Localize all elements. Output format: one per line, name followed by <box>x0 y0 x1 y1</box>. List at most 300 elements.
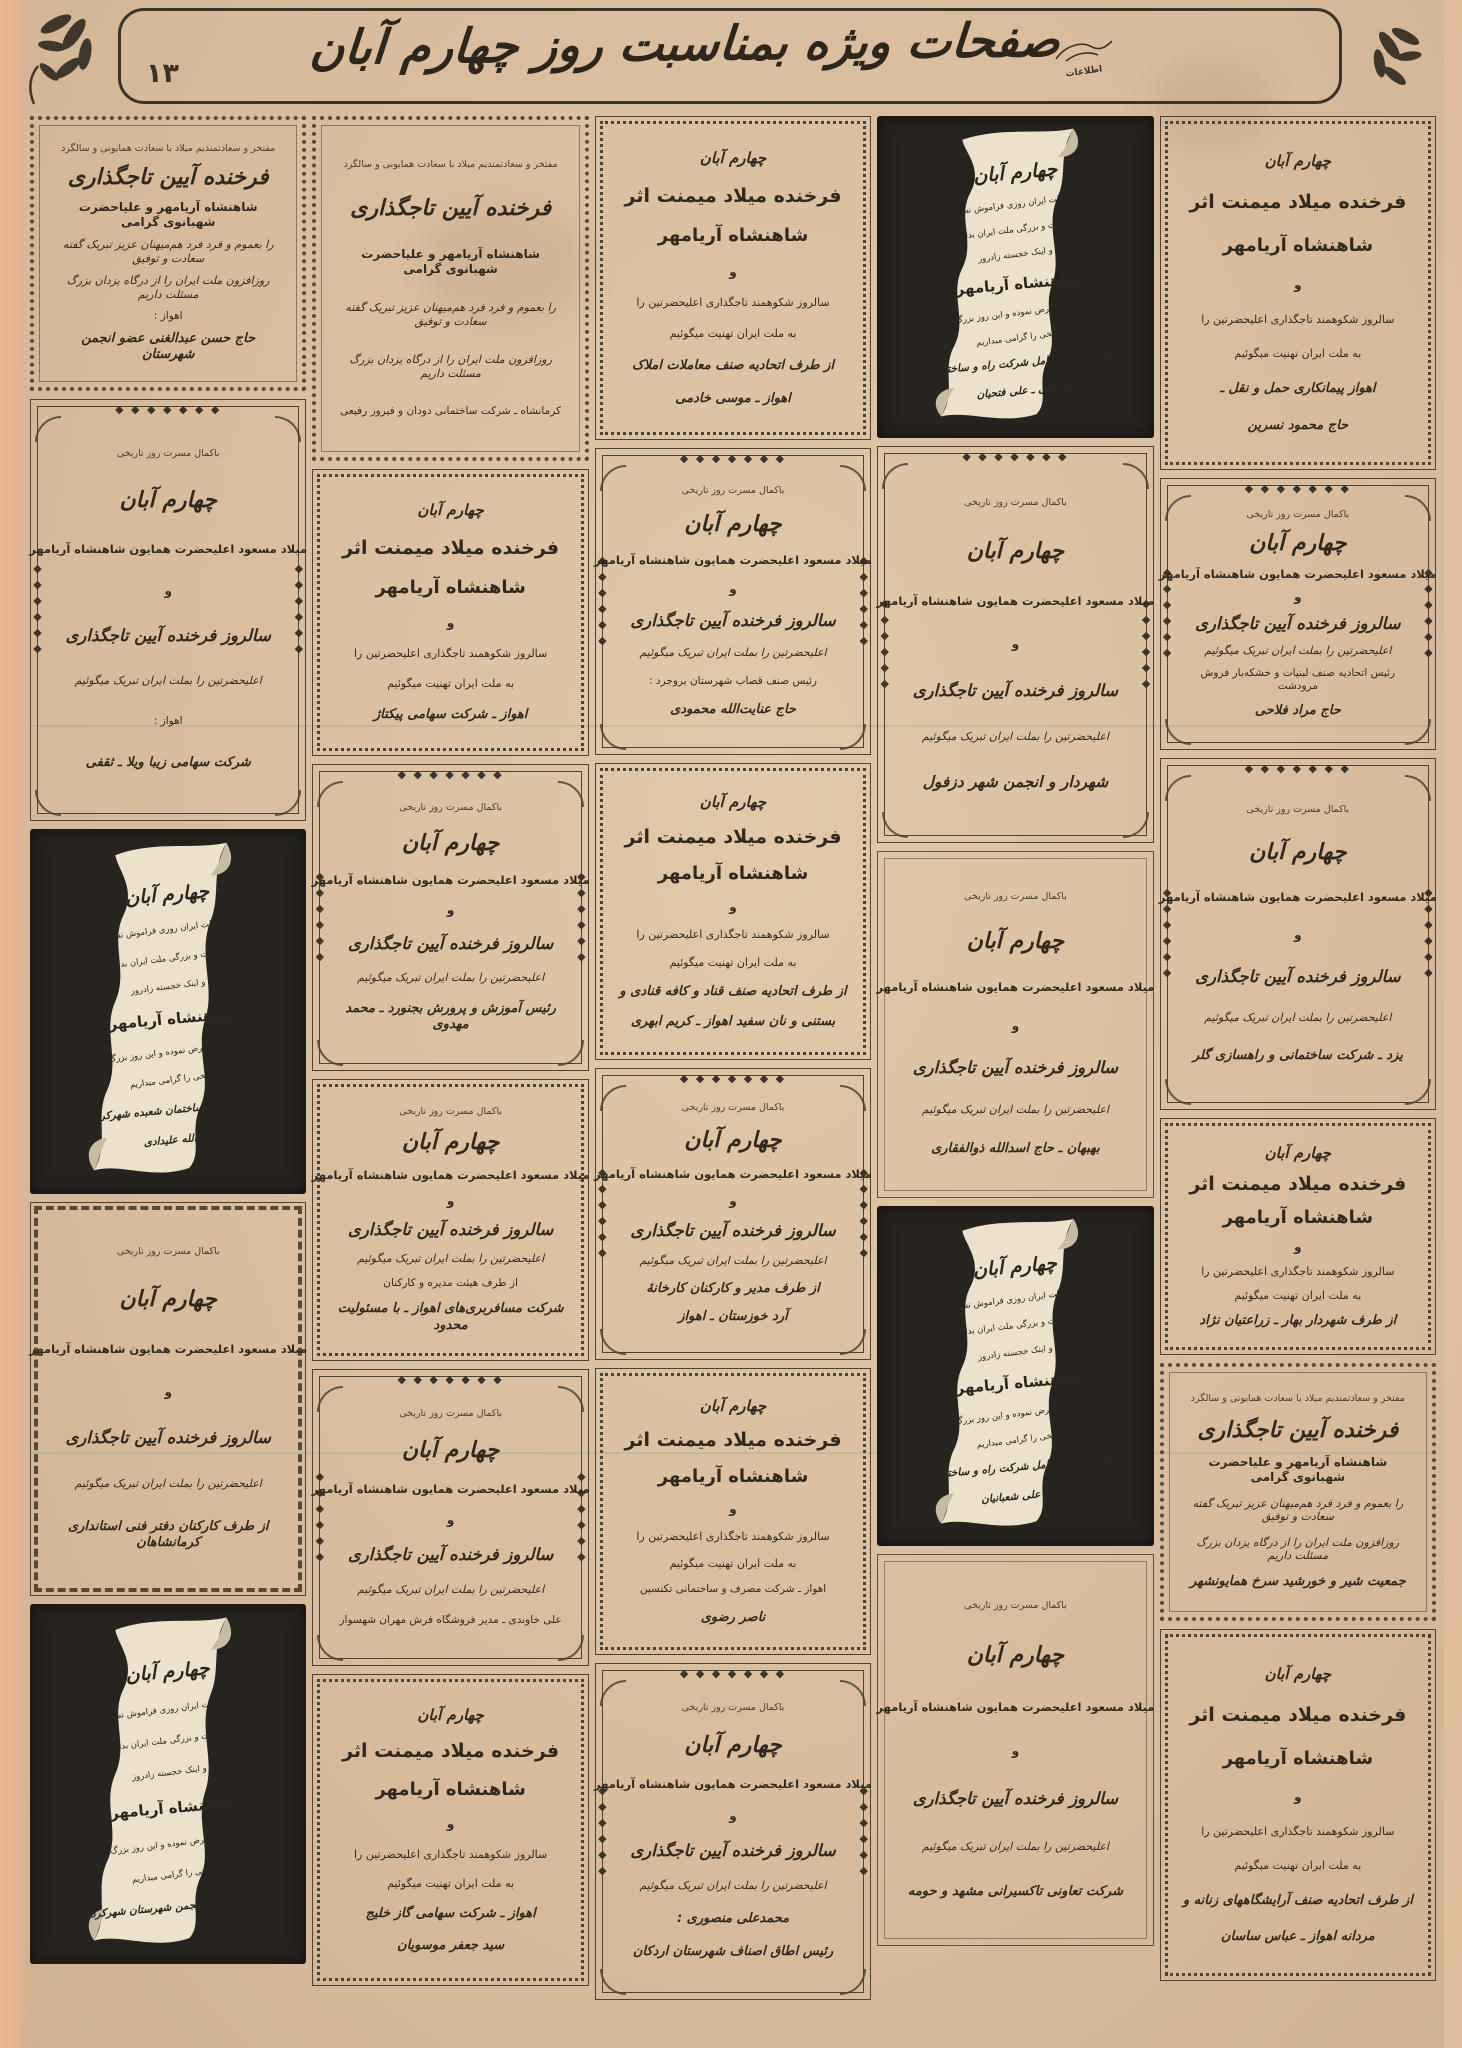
ad-text-line: و <box>446 1817 455 1832</box>
ad-signature-line: اهواز پیمانکاری حمل و نقل ـ <box>1220 381 1376 397</box>
diamond-border-ornament: ◆◆◆◆◆◆ <box>1422 886 1436 982</box>
diamond-border-ornament: ◆◆◆◆◆◆ <box>313 1469 327 1566</box>
ad-signature-line: یزد ـ شرکت ساختمانی و راهسازی گلر <box>1192 1048 1403 1064</box>
ad-text-line: باکمال مسرت روز تاریخی <box>399 801 502 813</box>
ad-signature-line: رئیس اتحادیه صنف لبنیات و خشکه‌بار فروش مرودشت <box>1200 667 1396 693</box>
ad-content <box>1175 1378 1421 1606</box>
header-banner <box>118 8 1342 104</box>
ad-content <box>910 1232 1127 1527</box>
ad-content <box>594 466 872 737</box>
ad-text-line: و تاریخی را گرامی میداریم <box>975 326 1071 349</box>
diamond-border-ornament: ◆◆◆◆◆◆ <box>595 1783 609 1880</box>
ad-text-line: چهارم آبان <box>966 538 1065 564</box>
ad-text-line: سالروز فرخنده آیین تاجگذاری <box>65 1428 271 1448</box>
ad-text-line: شاهنشاه آریامهر <box>657 225 809 247</box>
ad-box-b1 <box>312 116 588 461</box>
ad-text-line: چهارم آبان . <box>110 879 211 910</box>
ad-text-line: را تهنیت عرض نموده و این روز بزرگ <box>955 299 1087 326</box>
diamond-border-ornament: ◆◆◆◆◆◆ <box>878 596 892 693</box>
ad-text-line: فرخنده میلاد میمنت اثر <box>1189 191 1407 214</box>
column-5 <box>1160 116 1436 2008</box>
ad-text-line: چهارم آبان <box>401 1130 500 1156</box>
ad-text-line: شاهنشاه آریامهر <box>955 269 1082 299</box>
ad-text-line: باکمال مسرت روز تاریخی <box>681 1102 785 1114</box>
ad-signature-line: رئیس آموزش و پرورش بجنورد ـ محمد مهدوی <box>345 1000 556 1032</box>
ad-text-line: اعلیحضرتین را بملت ایران تبریک میگوئیم <box>921 730 1109 744</box>
ad-text-line: فرخنده میلاد میمنت اثر <box>1189 1703 1407 1726</box>
ad-text-line: روزافزون ملت ایران را از درگاه یزدان بزرگ مسئلت داریم <box>66 273 270 301</box>
ad-text-line: باکمال مسرت روز تاریخی <box>681 484 785 496</box>
ad-text-line: چهارم آبان <box>699 792 767 811</box>
ad-signature-line: اهواز ـ موسی خادمی <box>675 390 791 406</box>
ad-text-line: و اینک خجسته زادروز <box>978 245 1054 265</box>
ad-text-line: سالروز فرخنده آیین تاجگذاری <box>912 1058 1119 1078</box>
ad-text-line: و <box>446 903 455 918</box>
ad-text-line: مفتخر و سعادتمندیم میلاد با سعادت همایونی و سالگرد <box>343 159 558 171</box>
ad-text-line: و <box>1294 1239 1302 1254</box>
ad-signature-line: اهواز ـ شرکت مصرف و ساختمانی تکنسین <box>639 1583 827 1596</box>
ad-text-line: شاهنشاه آریامهر <box>1222 1747 1374 1769</box>
logo-label: اطلاعات <box>1064 64 1104 80</box>
ad-box-b3 <box>312 764 588 1071</box>
ad-text-line: و <box>1294 1790 1302 1804</box>
ad-signature-line: رئیس و اعضای انجمن شهرستان شهرکرد <box>90 1892 273 1921</box>
ad-text-line: را بعموم و فرد فرد هم‌میهنان عزیز تبریک گفته سعادت و توفیق <box>345 301 556 328</box>
ad-text-line: چهارم آبان <box>119 488 217 514</box>
page-header <box>0 0 1462 116</box>
ad-text-line: فرخنده میلاد میمنت اثر <box>342 536 560 559</box>
ad-signature-line: بستنی و نان سفید اهواز ـ کریم ابهری <box>630 1013 836 1029</box>
ad-box-e1 <box>1160 116 1436 470</box>
ad-text-line: چهارم آبان <box>1264 1665 1332 1683</box>
ad-text-line: سالروز فرخنده آیین تاجگذاری <box>630 1221 836 1241</box>
ad-signature-line: شهرکرد ـ مدیرعامل شرکت راه و ساختمان <box>930 348 1121 378</box>
ad-box-d5 <box>877 1554 1153 1946</box>
ad-text-line: سالروز فرخنده آیین تاجگذاری <box>912 1789 1119 1809</box>
ad-text-line: چهارم آبان <box>966 928 1065 954</box>
ad-text-line: چهارم آبان <box>119 1287 217 1313</box>
ad-text-line: سالروز شکوهمند تاجگذاری اعلیحضرتین را <box>636 928 830 942</box>
ad-text-line: سالروز فرخنده آیین تاجگذاری <box>65 626 271 646</box>
ad-signature-line: از طرف اتحادیه صنف معاملات املاک <box>632 357 835 373</box>
ad-box-e3 <box>1160 758 1436 1110</box>
ad-text-line: و <box>446 1513 455 1528</box>
ad-text-line: چهارم آبان <box>417 501 484 520</box>
page-number: ۱۳ <box>146 58 179 89</box>
ad-text-line: سالروز شکوهمند تاجگذاری اعلیحضرتین را <box>1201 1825 1395 1838</box>
ad-text-line: و اینک خجسته زادروز <box>130 977 207 997</box>
ad-text-line: باکمال مسرت روز تاریخی <box>964 891 1067 903</box>
ad-text-line: اعلیحضرتین را بملت ایران تبریک میگوئیم <box>357 1582 545 1596</box>
ad-signature-line: سیف‌الله علیدادی <box>143 1130 221 1149</box>
ad-text-line: را تهنیت عرض نموده و این روز بزرگ <box>108 1038 240 1065</box>
ad-text-line: باکمال مسرت روز تاریخی <box>399 1408 502 1420</box>
ad-content <box>876 863 1155 1186</box>
diamond-border-ornament: ◆◆◆◆◆◆ <box>1139 596 1153 693</box>
ad-text-line: شاهنشاه آریامهر <box>955 1368 1082 1398</box>
ad-content <box>45 131 291 376</box>
ad-text-line: چهارم آبان <box>1249 531 1347 557</box>
ad-text-line: و <box>1294 277 1302 292</box>
diamond-border-ornament: ◆◆◆◆◆◆ <box>595 1166 609 1262</box>
ad-text-line: فرخنده آیین تاجگذاری <box>67 164 269 190</box>
ad-signature-line: آرد خوزستان ـ اهواز <box>678 1309 788 1325</box>
ad-box-b2 <box>312 469 588 756</box>
ad-text-line: میلاد مسعود اعلیحضرت همایون شاهنشاه آریامهر <box>594 1776 872 1791</box>
ad-text-line: فرخنده آیین تاجگذاری <box>1197 1417 1399 1443</box>
ad-box-b5 <box>312 1369 588 1666</box>
ad-text-line: باکمال مسرت روز تاریخی <box>964 496 1067 508</box>
ad-text-line: باکمال مسرت روز تاریخی <box>1246 803 1350 815</box>
ad-box-d3 <box>877 851 1153 1198</box>
ad-text-line: شاهنشاه آریامهر و علیاحضرت شهبانوی گرامی <box>361 246 540 276</box>
ad-text-line: اعلیحضرتین را بملت ایران تبریک میگوئیم <box>921 1103 1109 1117</box>
ad-signature-line: حاج حسن عبدالغنی عضو انجمن شهرستان <box>81 331 256 363</box>
diamond-border-ornament: ◆◆◆◆◆◆ <box>574 1469 588 1566</box>
ad-signature-line: مردانه اهواز ـ عباس ساسان <box>1220 1928 1375 1944</box>
ad-content <box>29 417 308 803</box>
ad-signature-line: رئیس صنف قصاب شهرستان بروجرد : <box>649 674 818 687</box>
ad-signature-line: از طرف کارکنان دفتر فنی استانداری کرمانشاهان <box>67 1519 269 1551</box>
column-4 <box>877 116 1153 2008</box>
ad-box-b4 <box>312 1079 588 1361</box>
ad-text-line: چهارم آبان <box>417 1705 484 1724</box>
column-3 <box>595 116 871 2008</box>
ad-text-line: شاهنشاه آریامهر <box>375 1779 526 1801</box>
ad-content <box>594 1681 872 1982</box>
ads-grid <box>30 116 1436 2008</box>
ad-text-line: شاهنشاه آریامهر <box>1222 1206 1374 1228</box>
ad-signature-line: شرکت تعاونی تاکسیرانی مشهد و حومه <box>907 1883 1123 1899</box>
diamond-border-ornament: ◆◆◆◆◆◆ <box>595 553 609 650</box>
ad-text-line: روزی که سعادت و بزرگی ملت ایران بدان پایه گرفت <box>73 1725 260 1758</box>
ad-text-line: اعلیحضرتین را بملت ایران تبریک میگوئیم <box>74 1477 262 1491</box>
ad-text-line: سالروز فرخنده آیین تاجگذاری <box>912 680 1119 700</box>
ad-text-line: سالروز فرخنده آیین تاجگذاری <box>347 1545 554 1565</box>
ad-content <box>607 1380 859 1643</box>
ad-text-line: و <box>1294 928 1302 943</box>
ad-signature-line: کرمانشاه ـ شرکت ساختمانی دودان و فیروز رفیعی <box>340 404 562 417</box>
flower-ornament-right <box>1350 18 1436 114</box>
ad-signature-line: اهواز : <box>153 309 183 322</box>
ad-text-line: فرخنده میلاد میمنت اثر <box>624 825 842 848</box>
ad-text-line: شاهنشاه آریامهر <box>375 576 526 598</box>
ad-text-line: میلاد مسعود اعلیحضرت همایون شاهنشاه آریامهر <box>311 873 590 888</box>
ad-text-line: در تاریخ ملت ایران روزی فراموش نشدنی است <box>927 190 1096 221</box>
ad-text-line: باکمال مسرت روز تاریخی <box>116 1246 220 1258</box>
ad-text-line: روزی که سعادت و بزرگی ملت ایران بدان پایه گرفت <box>920 214 1107 247</box>
ad-text-line: میلاد مسعود اعلیحضرت همایون شاهنشاه آریامهر <box>876 979 1155 994</box>
ad-signature-line: سید جعفر موسویان <box>397 1938 505 1954</box>
ad-text-line: میلاد مسعود اعلیحضرت همایون شاهنشاه آریامهر <box>1158 566 1437 581</box>
ad-content <box>1172 1130 1424 1343</box>
ad-content <box>324 1686 576 1974</box>
ad-signature-line: بهبهان ـ حاج اسدالله ذوالفقاری <box>931 1141 1100 1157</box>
ad-text-line: چهارم آبان <box>401 830 500 856</box>
ad-text-line: اعلیحضرتین را بملت ایران تبریک میگوئیم <box>639 646 827 660</box>
ad-box-e6 <box>1160 1629 1436 1981</box>
ad-text-line: چهارم آبان <box>684 1127 782 1153</box>
ad-content <box>1172 1641 1424 1969</box>
ad-content <box>910 140 1126 420</box>
ad-content <box>1158 496 1437 732</box>
ad-text-line: باکمال مسرت روز تاریخی <box>1246 509 1350 521</box>
ad-box-d2 <box>877 446 1153 843</box>
ad-text-line: شاهنشاه آریامهر <box>108 1004 235 1034</box>
ad-text-line: و تاریخی را گرامی میداریم <box>129 1068 224 1091</box>
ad-text-line: میلاد مسعود اعلیحضرت همایون شاهنشاه آریامهر <box>594 552 872 567</box>
ad-text-line: شاهنشاه آریامهر <box>657 863 809 885</box>
ad-text-line: و <box>729 264 737 279</box>
ad-text-line: مفتخر و سعادتمندیم میلاد با سعادت همایونی و سالگرد <box>61 143 276 155</box>
ad-box-d4 <box>877 1206 1153 1546</box>
ad-text-line: فرخنده میلاد میمنت اثر <box>1189 1173 1407 1196</box>
ad-text-line: چهارم آبان <box>699 148 767 167</box>
ad-text-line: اعلیحضرتین را بملت ایران تبریک میگوئیم <box>74 673 262 687</box>
column-1 <box>30 116 306 2008</box>
ad-text-line: و <box>1011 1018 1020 1033</box>
ad-content <box>607 775 859 1048</box>
ad-text-line: سالروز فرخنده آیین تاجگذاری <box>630 1841 836 1861</box>
ad-box-a5 <box>30 1604 306 1964</box>
right-margin-band <box>1444 0 1462 2048</box>
ad-content <box>324 481 576 744</box>
ad-box-e5 <box>1160 1363 1436 1621</box>
ad-text-line: چهارم آبان . <box>111 1656 211 1688</box>
ad-text-line: را بعموم و فرد فرد هم‌میهنان عزیز تبریک گفته سعادت و توفیق <box>62 237 274 265</box>
ad-text-line: باکمال مسرت روز تاریخی <box>964 1600 1067 1612</box>
ettelaat-logo <box>1034 37 1134 80</box>
ad-box-a4 <box>30 1202 306 1596</box>
ad-text-line: اعلیحضرتین را بملت ایران تبریک میگوئیم <box>639 1879 827 1893</box>
ad-text-line: و <box>729 899 737 914</box>
ad-text-line: میلاد مسعود اعلیحضرت همایون شاهنشاه آریامهر <box>311 1168 590 1183</box>
ad-text-line: چهارم آبان . <box>958 1251 1059 1283</box>
ad-box-c1 <box>595 116 871 440</box>
ad-signature-line: حاج مراد فلاحی <box>1254 702 1341 718</box>
ad-text-line: شاهنشاه آریامهر و علیاحضرت شهبانوی گرامی <box>1208 1455 1388 1485</box>
ad-text-line: سالروز فرخنده آیین تاجگذاری <box>347 1220 554 1239</box>
ad-content <box>876 1566 1155 1934</box>
ad-text-line: میلاد مسعود اعلیحضرت همایون شاهنشاه آریامهر <box>29 542 308 557</box>
ad-text-line: چهارم آبان . <box>959 158 1059 190</box>
ad-text-line: را تهنیت عرض نموده و این روز بزرگ <box>955 1400 1088 1427</box>
ad-signature-line: از طرف اتحادیه صنف آرایشگاههای زنانه و <box>1182 1892 1413 1908</box>
ad-content <box>1172 128 1424 458</box>
ad-text-line: و <box>729 1193 737 1208</box>
ad-signature-line: شهرکرد ـ مدیرعامل شرکت راه و ساختمان <box>930 1452 1121 1482</box>
ad-box-b6 <box>312 1674 588 1986</box>
ad-signature-line: شهردار و انجمن شهر دزفول <box>922 772 1109 791</box>
ad-text-line: اعلیحضرتین را بملت ایران تبریک میگوئیم <box>1204 1010 1392 1024</box>
ad-content <box>311 1091 590 1349</box>
ad-text-line: به ملت ایران تهنیت میگوئیم <box>669 327 797 340</box>
ad-signature-line: محمدعلی منصوری : <box>676 1910 790 1926</box>
ad-text-line: شاهنشاه آریامهر <box>657 1465 809 1487</box>
ad-signature-line: کوهپشتی ـ علی فتحیان <box>976 380 1080 401</box>
ad-text-line: و تاریخی را گرامی میداریم <box>131 1863 226 1886</box>
ad-signature-line: اهواز ـ شرکت سهامی پیکتاژ <box>373 707 528 723</box>
ad-text-line: و <box>164 1384 172 1399</box>
ad-text-line: به ملت ایران تهنیت میگوئیم <box>387 677 515 691</box>
ad-text-line: فرخنده آیین تاجگذاری <box>350 196 552 222</box>
ad-text-line: را تهنیت عرض نموده و این روز بزرگ <box>109 1830 242 1857</box>
ad-box-e2 <box>1160 478 1436 750</box>
ad-signature-line: اهواز ـ شرکت سهامی گاز خلیج <box>365 1906 536 1922</box>
diamond-border-ornament: ◆◆◆◆◆◆ <box>857 1166 871 1262</box>
ad-content <box>607 128 859 428</box>
ad-box-c3 <box>595 763 871 1060</box>
ad-signature-line: رئیس اطاق اصناف شهرستان اردکان <box>632 1944 834 1960</box>
ad-text-line: فرخنده میلاد میمنت اثر <box>624 1429 842 1451</box>
ad-box-c2 <box>595 448 871 755</box>
diamond-border-ornament: ◆◆◆◆◆◆ <box>1160 566 1174 662</box>
ad-text-line: را بعموم و فرد فرد هم‌میهنان عزیز تبریک گفته سعادت و توفیق <box>1192 1496 1404 1524</box>
diamond-border-ornament: ◆◆◆◆◆◆ <box>574 869 588 966</box>
ad-text-line: سالروز فرخنده آیین تاجگذاری <box>1195 614 1401 634</box>
ad-signature-line: اهواز : <box>153 714 183 727</box>
ad-content <box>62 858 281 1173</box>
ad-signature-line: شرکت سهامی زیبا ویلا ـ ثقفی <box>85 755 251 771</box>
ad-text-line: سالروز فرخنده آیین تاجگذاری <box>347 934 554 954</box>
ad-text-line: در تاریخ ملت ایران روزی فراموش نشدنی است <box>927 1285 1096 1316</box>
ad-text-line: سالروز فرخنده آیین تاجگذاری <box>1195 966 1401 986</box>
ad-signature-line: از طرف شهردار بهار ـ زراعتیان نژاد <box>1199 1312 1397 1328</box>
ad-text-line: سالروز شکوهمند تاجگذاری اعلیحضرتین را <box>353 1847 548 1861</box>
ad-text-line: روزی که سعادت و بزرگی ملت ایران بدان پایه گرفت <box>73 941 259 975</box>
ad-text-line: شاهنشاه آریامهر <box>109 1793 237 1823</box>
ad-text-line: میلاد مسعود اعلیحضرت همایون شاهنشاه آریامهر <box>876 593 1155 608</box>
ad-text-line: و اینک خجسته زادروز <box>131 1763 208 1783</box>
ad-content <box>311 1387 590 1648</box>
ad-box-a3 <box>30 829 306 1194</box>
ad-text-line: چهارم آبان <box>699 1397 767 1416</box>
ad-text-line: باکمال مسرت روز تاریخی <box>681 1702 785 1714</box>
ad-box-c5 <box>595 1368 871 1655</box>
ad-text-line: در تاریخ ملت ایران روزی فراموش نشدنی است <box>79 914 248 946</box>
ad-signature-line: شرکت راه و ساختمان شعبده شهرکرد <box>94 1095 264 1122</box>
ad-text-line: چهارم آبان <box>684 1732 782 1758</box>
ad-signature-line: از طرف مدیر و کارکنان کارخانهٔ <box>646 1280 820 1296</box>
ad-text-line: به ملت ایران تهنیت میگوئیم <box>1234 1288 1362 1302</box>
ad-text-line: میلاد مسعود اعلیحضرت همایون شاهنشاه آریامهر <box>594 1166 872 1181</box>
ad-signature-line: جمعیت شیر و خورشید سرخ همایونشهر <box>1190 1574 1406 1590</box>
ad-text-line: اعلیحضرتین را بملت ایران تبریک میگوئیم <box>639 1254 827 1268</box>
ad-text-line: اعلیحضرتین را بملت ایران تبریک میگوئیم <box>357 970 545 984</box>
ad-text-line: به ملت ایران تهنیت میگوئیم <box>1234 347 1362 361</box>
ad-signature-line: حاج عنایت‌الله محمودی <box>670 702 796 718</box>
ad-content <box>311 782 590 1053</box>
ad-signature-line: علی خاوندی ـ مدیر فروشگاه فرش مهران شهسوار <box>339 1613 562 1626</box>
ad-text-line: میلاد مسعود اعلیحضرت همایون شاهنشاه آریامهر <box>311 1481 590 1496</box>
ad-text-line: و <box>446 615 455 630</box>
flower-ornament-left <box>22 6 118 108</box>
ad-text-line: چهارم آبان <box>684 511 782 537</box>
ad-text-line: باکمال مسرت روز تاریخی <box>116 448 220 460</box>
ad-text-line: و <box>1011 1744 1020 1759</box>
ad-content <box>62 1632 280 1943</box>
ad-text-line: سالروز شکوهمند تاجگذاری اعلیحضرتین را <box>1201 1264 1395 1278</box>
ad-content <box>1158 776 1437 1092</box>
ad-text-line: و <box>1011 637 1020 651</box>
ad-text-line: چهارم آبان <box>1264 152 1332 171</box>
ad-text-line: سالروز شکوهمند تاجگذاری اعلیحضرتین را <box>1201 313 1395 327</box>
ad-text-line: و <box>164 583 172 598</box>
ad-text-line: اعلیحضرتین را بملت ایران تبریک میگوئیم <box>1204 644 1392 658</box>
ad-box-a1 <box>30 116 306 391</box>
ad-text-line: به ملت ایران تهنیت میگوئیم <box>669 956 797 969</box>
ad-text-line: میلاد مسعود اعلیحضرت همایون شاهنشاه آریامهر <box>29 1342 308 1357</box>
ad-content <box>876 464 1155 825</box>
ad-text-line: چهارم آبان <box>1264 1144 1332 1163</box>
ad-text-line: فرخنده میلاد میمنت اثر <box>624 184 842 207</box>
ad-text-line: سالروز شکوهمند تاجگذاری اعلیحضرتین را <box>636 296 830 310</box>
ad-signature-line: حاج محمود نسرین <box>1247 417 1349 433</box>
ad-text-line: و <box>446 1193 455 1208</box>
ad-text-line: شاهنشاه آریامهر و علیاحضرت شهبانوی گرامی <box>78 199 258 229</box>
ad-text-line: و تاریخی را گرامی میداریم <box>976 1428 1071 1451</box>
diamond-border-ornament: ◆◆◆◆◆◆ <box>857 1783 871 1880</box>
ad-box-c4 <box>595 1068 871 1360</box>
ad-signature-line: از طرف هیئت مدیره و کارکنان <box>383 1276 518 1289</box>
ad-text-line: چهارم آبان <box>1249 840 1347 866</box>
ad-signature-line: ناصر رضوی <box>700 1609 766 1625</box>
ad-signature-line: از طرف اتحادیه صنف قناد و کافه قنادی و <box>619 983 847 999</box>
ad-box-a2 <box>30 399 306 821</box>
ad-text-line: به ملت ایران تهنیت میگوئیم <box>1234 1858 1362 1872</box>
pen-flourish-icon <box>1052 37 1116 67</box>
ad-text-line: اعلیحضرتین را بملت ایران تبریک میگوئیم <box>357 1251 545 1265</box>
ad-text-line: میلاد مسعود اعلیحضرت همایون شاهنشاه آریامهر <box>1158 890 1437 905</box>
ad-text-line: و <box>729 1808 737 1823</box>
ad-box-c6 <box>595 1663 871 2000</box>
ad-text-line: فرخنده میلاد میمنت اثر <box>342 1739 560 1762</box>
ad-content <box>594 1086 872 1342</box>
ad-text-line: و <box>729 581 737 596</box>
ad-text-line: به ملت ایران تهنیت میگوئیم <box>669 1556 797 1570</box>
ad-text-line: میلاد مسعود اعلیحضرت همایون شاهنشاه آریامهر <box>876 1699 1155 1714</box>
left-margin-band <box>0 0 27 2048</box>
ad-text-line: سالروز شکوهمند تاجگذاری اعلیحضرتین را <box>636 1529 830 1543</box>
diamond-border-ornament: ◆◆◆◆◆◆ <box>1422 566 1436 662</box>
ad-text-line: چهارم آبان <box>966 1643 1065 1669</box>
ad-text-line: در تاریخ ملت ایران روزی فراموش نشدنی است <box>79 1695 249 1726</box>
ad-box-e4 <box>1160 1118 1436 1355</box>
diamond-border-ornament: ◆◆◆◆◆◆ <box>857 553 871 650</box>
diamond-border-ornament: ◆◆◆◆◆◆ <box>292 562 306 658</box>
ad-text-line: چهارم آبان <box>401 1438 500 1464</box>
ad-text-line: سالروز فرخنده آیین تاجگذاری <box>630 611 836 631</box>
ad-box-d1 <box>877 116 1153 438</box>
ad-text-line: روزافزون ملت ایران را از درگاه یزدان بزرگ مسئلت داریم <box>1196 1535 1400 1563</box>
ad-text-line: روزافزون ملت ایران را از درگاه یزدان بزرگ مسئلت داریم <box>349 352 552 380</box>
ad-text-line: روزی که سعادت و بزرگی ملت ایران بدان پایه گرفت <box>920 1310 1107 1343</box>
ad-content <box>29 1214 308 1584</box>
ad-text-line: و <box>1294 590 1302 605</box>
ad-text-line: و اینک خجسته زادروز <box>977 1343 1054 1363</box>
page-title: صفحات ویژه بمناسبت روز چهارم آبان <box>307 13 1062 76</box>
diamond-border-ornament: ◆◆◆◆◆◆ <box>1160 886 1174 982</box>
diamond-border-ornament: ◆◆◆◆◆◆ <box>31 562 44 658</box>
ad-content <box>327 131 573 446</box>
ad-text-line: مفتخر و سعادتمندیم میلاد با سعادت همایونی و سالگرد <box>1190 1393 1405 1405</box>
ad-text-line: سالروز شکوهمند تاجگذاری اعلیحضرتین را <box>353 647 548 661</box>
ad-text-line: شاهنشاه آریامهر <box>1222 235 1374 257</box>
ad-signature-line: شرکت مسافربری‌های اهواز ـ با مسئولیت محدود <box>337 1301 564 1333</box>
ad-signature-line: فیروز ـ علی شعبانیان <box>981 1485 1076 1506</box>
column-2 <box>312 116 588 2008</box>
ad-text-line: اعلیحضرتین را بملت ایران تبریک میگوئیم <box>921 1839 1109 1853</box>
